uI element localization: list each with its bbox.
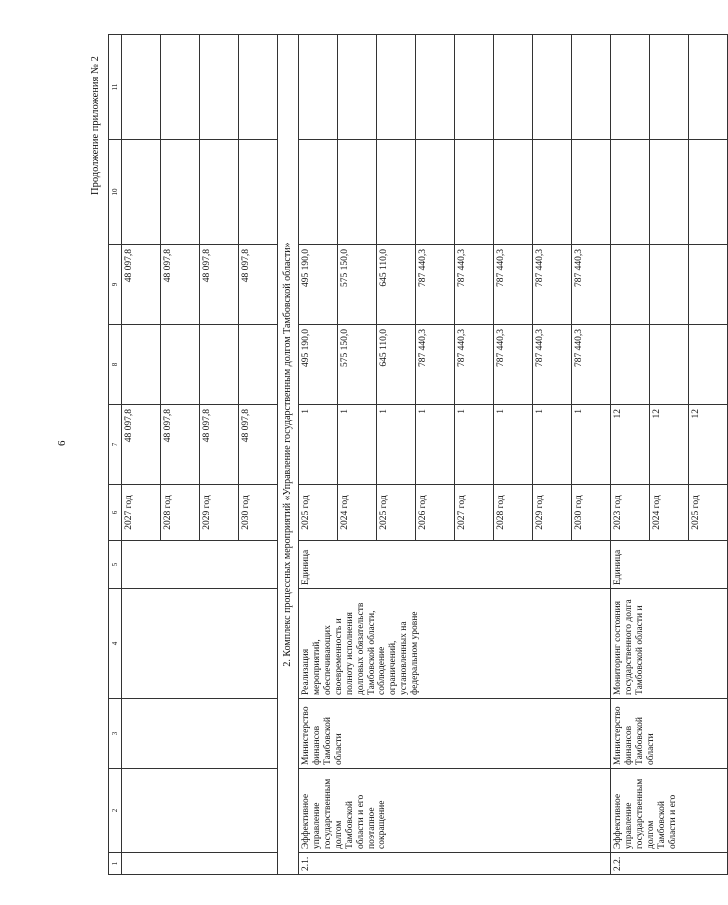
item-number: 2.2. [611,853,728,875]
blank-cell [689,245,728,325]
blank-cell [533,35,572,140]
col-header: 9 [109,245,122,325]
blank-cell [416,140,455,245]
value-cell: 787 440,3 [416,245,455,325]
blank-cell [689,35,728,140]
value-cell: 575 150,0 [338,245,377,325]
value-cell: 48 097,8 [161,245,200,325]
value-cell: 48 097,8 [200,405,239,485]
value-cell: 787 440,3 [455,325,494,405]
value-cell: 787 440,3 [533,325,572,405]
blank-cell [200,140,239,245]
blank-cell [533,140,572,245]
blank-cell [122,140,161,245]
year-cell: 2023 год [611,485,650,541]
value-cell: 48 097,8 [239,245,278,325]
blank-cell [494,35,533,140]
rotated-table-container [108,35,701,875]
item-name: Эффективное управление государственным долгом Тамбовской области и его поэтапное сокращение [299,769,611,853]
year-cell: 2025 год [299,485,338,541]
value-cell: 1 [338,405,377,485]
column-number-row [109,35,122,875]
value-cell: 48 097,8 [122,245,161,325]
year-cell: 2026 год [416,485,455,541]
blank-cell [377,35,416,140]
blank-cell [416,35,455,140]
blank-cell [122,589,278,699]
value-cell: 787 440,3 [416,325,455,405]
value-cell: 48 097,8 [239,405,278,485]
value-cell: 1 [299,405,338,485]
blank-cell [200,325,239,405]
value-cell: 787 440,3 [455,245,494,325]
item-executor: Министерство финансов Тамбовской области [611,699,728,769]
page-number: 6 [56,440,68,446]
blank-cell [455,140,494,245]
value-cell: 645 110,0 [377,245,416,325]
table-row [122,35,161,875]
year-cell: 2024 год [338,485,377,541]
blank-cell [122,35,161,140]
value-cell: 787 440,3 [494,325,533,405]
col-header: 11 [109,35,122,140]
item-unit: Единица [611,541,728,589]
blank-cell [377,140,416,245]
item-executor: Министерство финансов Тамбовской области [299,699,611,769]
value-cell: 1 [377,405,416,485]
value-cell: 787 440,3 [533,245,572,325]
item-unit: Единица [299,541,611,589]
year-cell: 2029 год [200,485,239,541]
blank-cell [338,140,377,245]
col-header: 3 [109,699,122,769]
blank-cell [239,35,278,140]
blank-cell [650,35,689,140]
value-cell: 1 [494,405,533,485]
year-cell: 2028 год [494,485,533,541]
blank-cell [611,245,650,325]
value-cell: 645 110,0 [377,325,416,405]
value-cell: 12 [689,405,728,485]
blank-cell [650,140,689,245]
table-row [299,35,338,875]
table-row [611,35,650,875]
blank-cell [650,325,689,405]
blank-cell [161,325,200,405]
blank-cell [239,325,278,405]
blank-cell [611,325,650,405]
section-title: 2. Комплекс процессных мероприятий «Управление государственным долгом Тамбовской области» [278,35,299,875]
section-row [278,35,299,875]
item-indicator: Реализация мероприятий, обеспечивающих своевременность и полноту исполнения долговых обязательств Тамбовской области, соблюдение ограничений, установленных на федеральном уровне [299,589,611,699]
blank-cell [572,140,611,245]
value-cell: 48 097,8 [200,245,239,325]
blank-cell [611,140,650,245]
value-cell: 1 [455,405,494,485]
value-cell: 12 [650,405,689,485]
year-cell: 2025 год [689,485,728,541]
item-number: 2.1. [299,853,611,875]
value-cell: 787 440,3 [572,325,611,405]
col-header: 7 [109,405,122,485]
value-cell: 787 440,3 [494,245,533,325]
value-cell: 1 [533,405,572,485]
item-name: Эффективное управление государственным долгом Тамбовской области и его [611,769,728,853]
year-cell: 2028 год [161,485,200,541]
col-header: 1 [109,853,122,875]
year-cell: 2025 год [377,485,416,541]
blank-cell [122,325,161,405]
value-cell: 787 440,3 [572,245,611,325]
value-cell: 495 190,0 [299,325,338,405]
blank-cell [455,35,494,140]
year-cell: 2024 год [650,485,689,541]
col-header: 10 [109,140,122,245]
year-cell: 2029 год [533,485,572,541]
value-cell: 575 150,0 [338,325,377,405]
value-cell: 12 [611,405,650,485]
col-header: 2 [109,769,122,853]
col-header: 4 [109,589,122,699]
blank-cell [572,35,611,140]
col-header: 8 [109,325,122,405]
blank-cell [200,35,239,140]
blank-cell [689,140,728,245]
item-indicator: Мониторинг состояния государственного долга Тамбовской области и [611,589,728,699]
blank-cell [299,35,338,140]
blank-cell [239,140,278,245]
year-cell: 2027 год [122,485,161,541]
blank-cell [122,699,278,769]
blank-cell [611,35,650,140]
value-cell: 48 097,8 [161,405,200,485]
blank-cell [122,769,278,853]
value-cell: 1 [416,405,455,485]
year-cell: 2030 год [239,485,278,541]
value-cell: 1 [572,405,611,485]
blank-cell [338,35,377,140]
blank-cell [122,853,278,875]
blank-cell [494,140,533,245]
blank-cell [161,140,200,245]
blank-cell [122,541,278,589]
col-header: 5 [109,541,122,589]
blank-cell [299,140,338,245]
continuation-label: Продолжение приложения № 2 [90,56,101,195]
year-cell: 2030 год [572,485,611,541]
year-cell: 2027 год [455,485,494,541]
col-header: 6 [109,485,122,541]
blank-cell [650,245,689,325]
value-cell: 48 097,8 [122,405,161,485]
value-cell: 495 190,0 [299,245,338,325]
blank-cell [689,325,728,405]
program-table [108,34,728,875]
blank-cell [161,35,200,140]
